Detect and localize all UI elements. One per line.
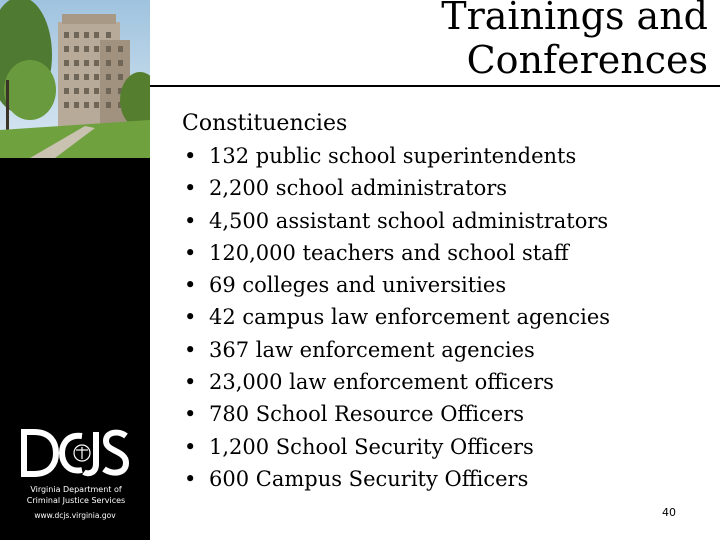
building-photo [0, 0, 150, 158]
list-item-text: 69 colleges and universities [209, 273, 507, 298]
bullet-icon: • [184, 176, 197, 201]
list-item-text: 132 public school superintendents [209, 144, 577, 168]
constituency-list [182, 140, 702, 495]
list-item-text: 600 Campus Security Officers [209, 466, 529, 491]
list-item [182, 463, 702, 495]
list-item-text: 1,200 School Security Officers [209, 434, 534, 459]
bullet-icon: • [184, 434, 197, 459]
list-item [182, 140, 702, 172]
bullet-icon: • [184, 273, 197, 298]
list-item-text: 367 law enforcement agencies [209, 337, 535, 362]
list-item-text: 42 campus law enforcement agencies [209, 305, 611, 330]
bullet-icon: • [184, 402, 197, 427]
list-item [182, 172, 702, 204]
list-item-text: 120,000 teachers and school staff [209, 240, 569, 265]
list-item [182, 301, 702, 333]
bullet-icon: • [184, 208, 197, 233]
list-item-text: 4,500 assistant school administrators [209, 208, 609, 233]
slide-title: Trainings and Conferences [441, 0, 708, 82]
department-name: Virginia Department of Criminal Justice Services [26, 485, 126, 505]
title-divider [150, 85, 720, 87]
slide-body [182, 108, 702, 495]
list-item [182, 431, 702, 463]
list-item [182, 366, 702, 398]
department-url[interactable]: www.dcjs.virginia.gov [34, 511, 116, 520]
bullet-icon: • [184, 466, 197, 491]
bullet-icon: • [184, 337, 197, 362]
list-item [182, 398, 702, 430]
bullet-icon: • [184, 305, 197, 330]
list-item [182, 237, 702, 269]
bullet-icon: • [184, 370, 197, 395]
list-item [182, 269, 702, 301]
list-item [182, 205, 702, 237]
page-number: 40 [662, 506, 676, 519]
sidebar [0, 0, 150, 540]
bullet-icon: • [184, 144, 197, 168]
list-item [182, 334, 702, 366]
list-item-text: 780 School Resource Officers [209, 402, 525, 427]
bullet-icon: • [184, 240, 197, 265]
list-item-text: 23,000 law enforcement officers [209, 370, 554, 395]
section-heading: Constituencies [182, 111, 348, 136]
list-item-text: 2,200 school administrators [209, 176, 508, 201]
dcjs-logo-icon [20, 428, 132, 478]
